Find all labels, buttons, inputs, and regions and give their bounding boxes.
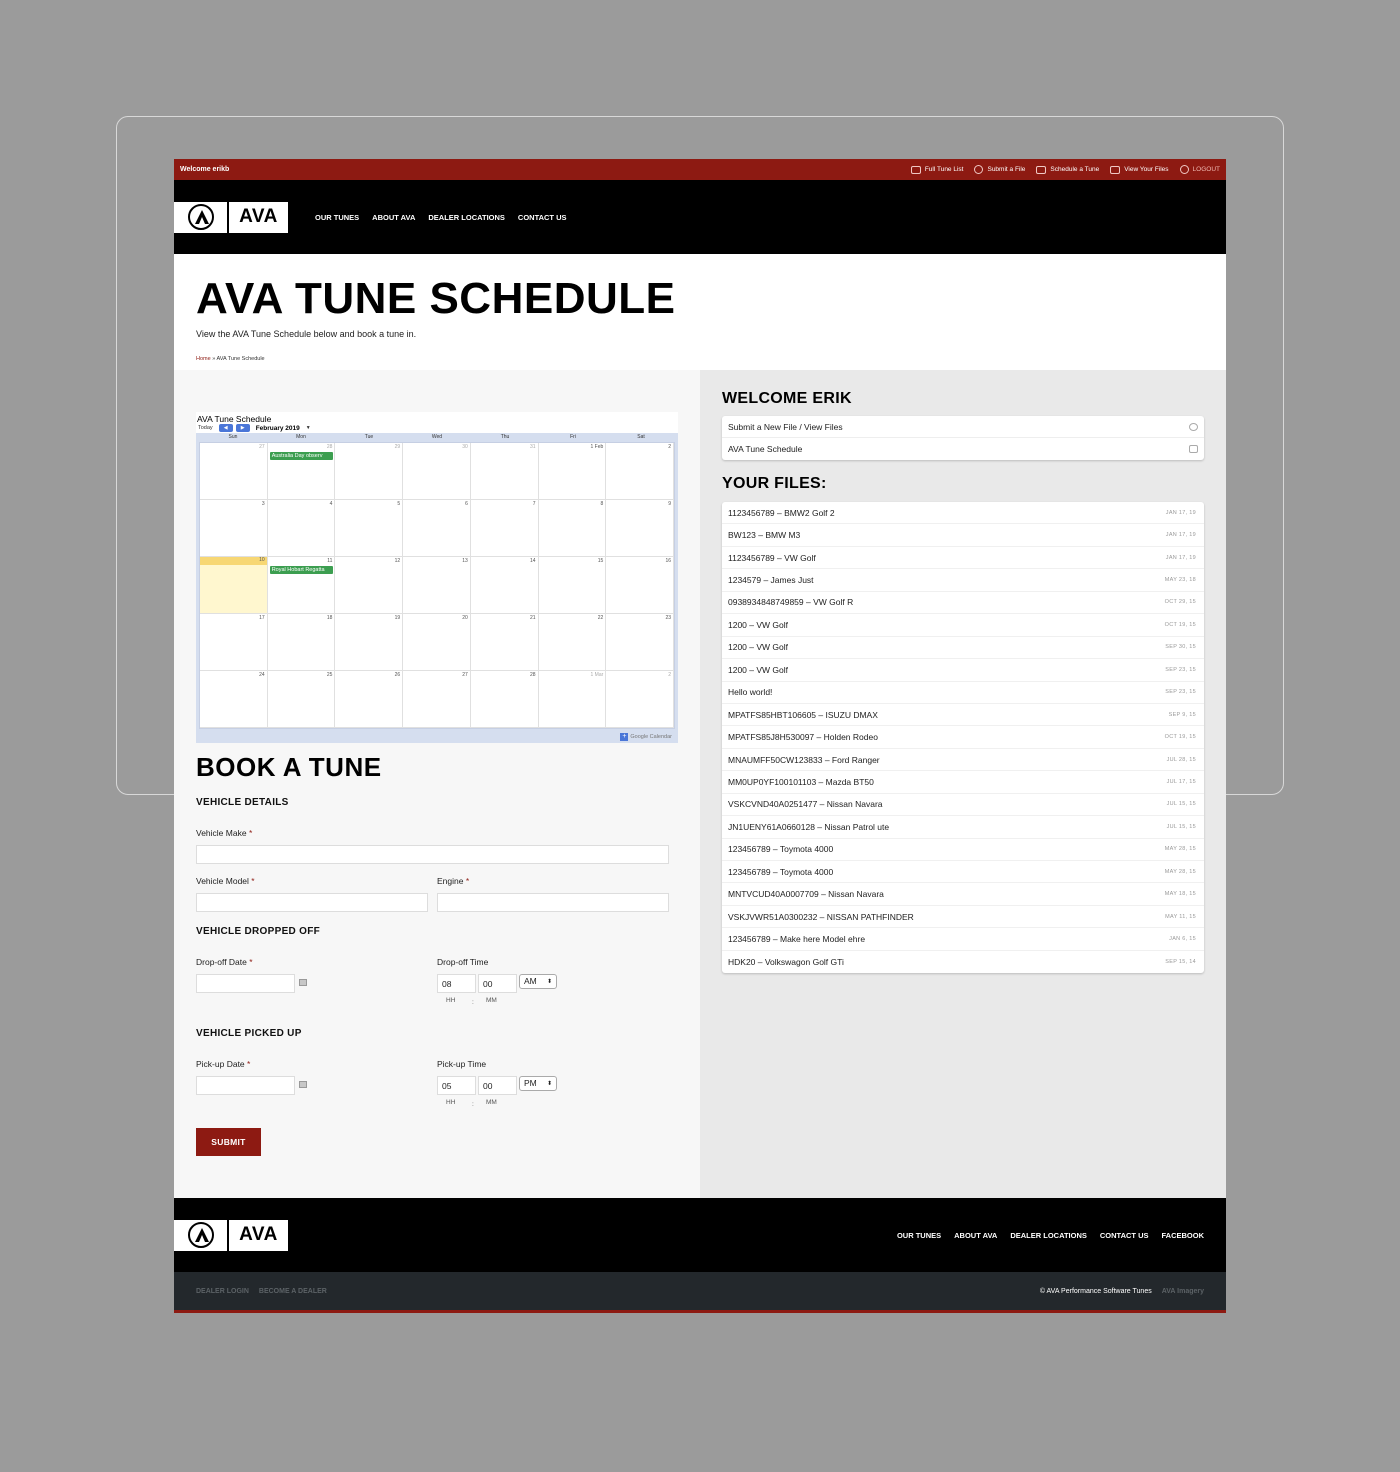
calendar-day-cell[interactable] [268,614,336,671]
day-number: 17 [259,615,265,621]
file-name: JN1UENY61A0660128 – Nissan Patrol ute [728,821,890,832]
footer-nav-our-tunes[interactable]: OUR TUNES [896,1230,942,1240]
file-row[interactable] [722,906,1204,928]
site-header [174,180,1226,254]
calendar-day-cell[interactable] [268,671,336,728]
day-number: 28 [326,444,333,450]
title-area [174,254,1226,370]
imagery-link[interactable]: AVA Imagery [1161,1287,1204,1295]
file-date: SEP 15, 14 [1165,958,1196,965]
logout-label: LOGOUT [1192,166,1220,173]
day-number: 23 [665,615,671,621]
file-name: HDK20 – Volkswagon Golf GTi [728,956,844,967]
day-number: 24 [259,672,265,678]
day-number: 1 Feb [590,444,604,450]
weekday-label: Sat [637,434,645,440]
file-name: VSKCVND40A0251477 – Nissan Navara [728,799,883,810]
day-number: 16 [665,558,671,564]
file-row[interactable] [722,771,1204,793]
day-number: 27 [462,672,468,678]
book-tune-heading: BOOK A TUNE [196,752,382,782]
full-tune-list-label: Full Tune List [924,166,964,173]
account-links [911,165,1220,174]
file-date: MAY 18, 15 [1164,891,1196,898]
pickup-minute-input[interactable]: 00 [478,1076,517,1095]
day-number: 19 [394,615,401,621]
calendar-day-cell[interactable] [539,557,607,614]
calendar-event[interactable]: Royal Hobart Regatta [270,566,334,574]
day-number: 29 [394,444,401,450]
engine-label: Engine * [437,876,470,886]
google-calendar-link[interactable] [620,733,672,741]
file-row[interactable] [722,749,1204,771]
calendar-day-cell[interactable] [403,614,471,671]
nav-our-tunes[interactable]: OUR TUNES [315,212,360,222]
file-date: OCT 19, 15 [1164,734,1196,741]
tune-schedule-link[interactable] [722,438,1204,460]
dropoff-hh-label: HH [446,997,456,1004]
calendar-grid [199,442,675,729]
view-files-link[interactable] [1110,166,1168,174]
user-icon [1180,165,1189,174]
calendar-day-cell[interactable] [606,557,674,614]
footer-nav [897,1231,1204,1240]
breadcrumb-home[interactable]: Home [196,356,211,362]
page-title: AVA TUNE SCHEDULE [196,274,676,323]
file-name: 123456789 – Toymota 4000 [728,844,834,855]
calendar-day-cell[interactable] [335,443,403,500]
submit-button[interactable]: SUBMIT [196,1128,261,1156]
folder-icon [911,166,921,174]
calendar-day-cell[interactable] [471,500,539,557]
submit-new-file-link[interactable] [722,416,1204,438]
page-subtitle: View the AVA Tune Schedule below and book a tune in. [196,329,417,339]
calendar-day-cell[interactable] [200,557,268,614]
calendar-day-cell[interactable] [539,671,607,728]
weekday-label: Sun [228,434,238,440]
file-date: MAY 28, 15 [1164,846,1196,853]
calendar-day-cell[interactable] [403,671,471,728]
logo-text: AVA [239,206,278,227]
files-list [722,502,1204,973]
day-number: 30 [462,444,468,450]
google-calendar-label: Google Calendar [630,734,672,740]
file-row[interactable] [722,614,1204,636]
become-dealer-link[interactable]: BECOME A DEALER [258,1287,327,1295]
plus-icon: + [622,733,627,740]
calendar-day-cell[interactable] [471,671,539,728]
day-number: 26 [394,672,401,678]
site-footer [174,1198,1226,1272]
file-date: MAY 11, 15 [1165,913,1196,920]
main-nav [315,213,567,222]
file-name: 1200 – VW Golf [728,619,789,630]
file-name: 1200 – VW Golf [728,664,789,675]
weekday-label: Wed [431,434,443,440]
file-row[interactable] [722,794,1204,816]
calendar-picker-icon[interactable] [299,1081,307,1088]
footer-logo-text: AVA [239,1224,278,1245]
file-row[interactable] [722,816,1204,838]
vehicle-make-input[interactable] [196,845,669,864]
dropoff-time-label: Drop-off Time [437,957,489,967]
calendar-day-cell[interactable] [403,557,471,614]
weekday-label: Thu [500,434,510,440]
footer-nav-about-ava[interactable]: ABOUT AVA [954,1230,998,1240]
footer-nav-contact-us[interactable]: CONTACT US [1099,1230,1149,1240]
footer-ava-logo[interactable] [174,1220,288,1251]
calendar-title: AVA Tune Schedule [197,414,272,424]
calendar-day-cell[interactable] [200,443,268,500]
day-number: 13 [462,558,468,564]
file-row[interactable] [722,928,1204,950]
calendar-day-cell[interactable] [335,557,403,614]
file-date: SEP 23, 15 [1165,666,1196,673]
file-row[interactable] [722,637,1204,659]
calendar-next-button[interactable]: ▶ [236,424,250,432]
calendar-event[interactable]: Australia Day observ [270,452,334,460]
tune-schedule-label: AVA Tune Schedule [728,444,803,454]
file-date: JAN 17, 19 [1165,509,1196,516]
day-number: 15 [597,558,604,564]
calendar-day-cell[interactable] [268,557,336,614]
view-files-label: View Your Files [1124,166,1169,173]
file-row[interactable] [722,726,1204,748]
calendar-icon [1036,166,1046,174]
file-date: JAN 17, 19 [1165,532,1196,539]
file-date: MAY 28, 15 [1164,868,1196,875]
day-number: 28 [530,672,536,678]
full-tune-list-link[interactable] [911,166,964,174]
calendar-day-cell[interactable] [200,614,268,671]
calendar-prev-button[interactable]: ◀ [219,424,233,432]
day-number: 3 [261,501,265,507]
file-date: OCT 19, 15 [1164,621,1196,628]
calendar-day-cell[interactable] [471,443,539,500]
day-number: 8 [600,501,604,507]
ava-logo[interactable] [174,202,288,233]
submit-file-link[interactable] [974,165,1025,174]
file-date: SEP 9, 15 [1168,711,1196,718]
footer-nav-dealer-locations[interactable]: DEALER LOCATIONS [1010,1230,1087,1240]
file-name: VSKJVWR51A0300232 – NISSAN PATHFINDER [728,911,914,922]
calendar-day-cell[interactable] [200,500,268,557]
dropoff-colon: : [472,999,474,1006]
file-row[interactable] [722,704,1204,726]
day-number: 11 [327,558,333,564]
gauge-icon [1189,423,1198,431]
day-number: 20 [462,615,468,621]
day-number: 2 [668,444,671,450]
file-date: JAN 17, 19 [1165,554,1196,561]
welcome-text: Welcome erikb [180,166,230,173]
day-number: 6 [465,501,468,507]
file-name: Hello world! [728,687,773,698]
calendar-day-cell[interactable] [335,614,403,671]
day-number: 5 [397,501,401,507]
file-date: JUL 15, 15 [1166,801,1196,808]
file-row[interactable] [722,883,1204,905]
schedule-tune-link[interactable] [1036,166,1099,174]
vehicle-model-input[interactable] [196,893,428,912]
dropoff-date-input[interactable] [196,974,295,993]
left-column [174,370,700,1198]
breadcrumb-current: AVA Tune Schedule [216,356,265,362]
dealer-links [196,1288,327,1295]
file-name: MNTVCUD40A0007709 – Nissan Navara [728,889,884,900]
file-name: 123456789 – Make here Model ehre [728,934,866,945]
copyright-area [1040,1288,1204,1295]
calendar-day-cell[interactable] [471,557,539,614]
calendar-dropdown-icon[interactable]: ▼ [305,425,311,431]
submit-new-file-label: Submit a New File / View Files [728,421,843,432]
calendar-day-cell[interactable] [606,443,674,500]
submit-file-label: Submit a File [987,166,1026,173]
calendar-weekdays [199,433,675,442]
calendar-day-cell[interactable] [200,671,268,728]
calendar-day-cell[interactable] [606,671,674,728]
schedule-tune-label: Schedule a Tune [1050,166,1100,173]
file-row[interactable] [722,659,1204,681]
your-files-heading: YOUR FILES: [722,475,827,492]
sub-footer [174,1272,1226,1310]
top-bar [174,159,1226,180]
logo-mark-icon [174,1220,229,1251]
footer-nav-facebook[interactable]: FACEBOOK [1161,1230,1204,1240]
calendar-day-cell[interactable] [403,500,471,557]
day-number: 12 [394,558,401,564]
breadcrumb-separator: » [210,356,217,362]
vehicle-dropped-off-heading: VEHICLE DROPPED OFF [196,926,321,937]
file-name: 0938934848749859 – VW Golf R [728,597,854,608]
logout-link[interactable] [1180,165,1220,174]
folder-icon [1110,166,1120,174]
website [174,159,1226,1313]
calendar-day-cell[interactable] [335,671,403,728]
file-name: MM0UP0YF100101103 – Mazda BT50 [728,776,874,787]
day-number: 2 [668,672,671,678]
pickup-hh-label: HH [446,1099,456,1106]
file-row[interactable] [722,592,1204,614]
day-number: 14 [530,558,536,564]
day-number: 9 [668,501,671,507]
file-row[interactable] [722,547,1204,569]
day-number: 7 [532,501,536,507]
pickup-date-label: Pick-up Date * [196,1059,251,1069]
pickup-colon: : [472,1101,474,1108]
nav-about-ava[interactable]: ABOUT AVA [372,212,416,222]
file-date: MAY 23, 18 [1164,577,1196,584]
dropoff-minute-input[interactable]: 00 [478,974,517,993]
file-name: 1123456789 – BMW2 Golf 2 [728,507,835,518]
file-date: SEP 30, 15 [1165,644,1196,651]
vehicle-picked-up-heading: VEHICLE PICKED UP [196,1028,302,1039]
day-number: 31 [530,444,536,450]
calendar-body [196,433,678,743]
file-date: SEP 23, 15 [1165,689,1196,696]
file-row[interactable] [722,502,1204,524]
right-column [700,370,1226,1198]
file-date: JAN 6, 15 [1169,936,1196,943]
copyright-text: © AVA Performance Software Tunes [1039,1287,1152,1295]
weekday-label: Fri [570,434,576,440]
calendar-day-cell[interactable] [403,443,471,500]
file-name: 123456789 – Toymota 4000 [728,866,834,877]
file-date: JUL 28, 15 [1166,756,1196,763]
calendar-day-cell[interactable] [268,500,336,557]
pickup-mm-label: MM [486,1099,497,1106]
file-date: OCT 29, 15 [1164,599,1196,606]
file-row[interactable] [722,524,1204,546]
file-name: MPATFS85J8H530097 – Holden Rodeo [728,732,878,743]
dropoff-date-label: Drop-off Date * [196,957,253,967]
calendar-day-cell[interactable] [471,614,539,671]
pickup-date-input[interactable] [196,1076,295,1095]
day-number: 25 [326,672,333,678]
weekday-label: Tue [364,434,374,440]
calendar-day-cell[interactable] [606,614,674,671]
calendar-today-button[interactable]: Today [198,425,213,431]
pickup-time-label: Pick-up Time [437,1059,487,1069]
calendar-month: February 2019 [255,424,300,432]
vehicle-details-heading: VEHICLE DETAILS [196,797,289,808]
pickup-hour-input[interactable]: 05 [437,1076,476,1095]
sidebar-welcome-heading: WELCOME ERIK [722,390,852,407]
calendar-day-cell[interactable] [539,614,607,671]
file-row[interactable] [722,682,1204,704]
file-row[interactable] [722,569,1204,591]
day-number: 22 [597,615,604,621]
day-number: 1 Mar [590,672,604,678]
vehicle-model-label: Vehicle Model * [196,876,255,886]
weekday-label: Mon [296,434,306,440]
calendar-day-cell[interactable] [606,500,674,557]
calendar-day-cell[interactable] [335,500,403,557]
logo-mark-icon [174,202,229,233]
dealer-login-link[interactable]: DEALER LOGIN [196,1287,249,1295]
day-number: 18 [326,615,333,621]
dropoff-hour-input[interactable]: 08 [437,974,476,993]
calendar-picker-icon[interactable] [299,979,307,986]
pickup-ampm-select[interactable]: PM ⬍ [519,1076,557,1091]
day-number: 27 [259,444,265,450]
day-number: 21 [530,615,536,621]
calendar-day-cell[interactable] [539,500,607,557]
file-date: JUL 15, 15 [1166,823,1196,830]
file-name: MNAUMFF50CW123833 – Ford Ranger [728,754,880,765]
file-row[interactable] [722,951,1204,973]
day-number: 10 [200,557,267,565]
nav-contact-us[interactable]: CONTACT US [517,212,567,222]
calendar-nav [196,423,678,433]
calendar-icon [1189,445,1198,453]
nav-dealer-locations[interactable]: DEALER LOCATIONS [428,212,505,222]
engine-input[interactable] [437,893,669,912]
google-calendar [196,412,678,743]
file-row[interactable] [722,839,1204,861]
file-date: JUL 17, 15 [1166,778,1196,785]
file-name: MPATFS85HBT106605 – ISUZU DMAX [728,709,878,720]
file-row[interactable] [722,861,1204,883]
calendar-day-cell[interactable] [539,443,607,500]
content [174,370,1226,1198]
gauge-icon [974,165,983,174]
file-name: 1200 – VW Golf [728,642,789,653]
vehicle-make-label: Vehicle Make * [196,828,253,838]
calendar-day-cell[interactable] [268,443,336,500]
file-name: 1123456789 – VW Golf [728,552,816,563]
footer-accent-line [174,1310,1226,1313]
file-name: 1234579 – James Just [728,575,814,586]
quick-links-panel [722,416,1204,460]
dropoff-ampm-select[interactable]: AM ⬍ [519,974,557,989]
file-name: BW123 – BMW M3 [728,530,801,541]
dropoff-mm-label: MM [486,997,497,1004]
day-number: 4 [329,501,333,507]
breadcrumb [196,356,1204,362]
